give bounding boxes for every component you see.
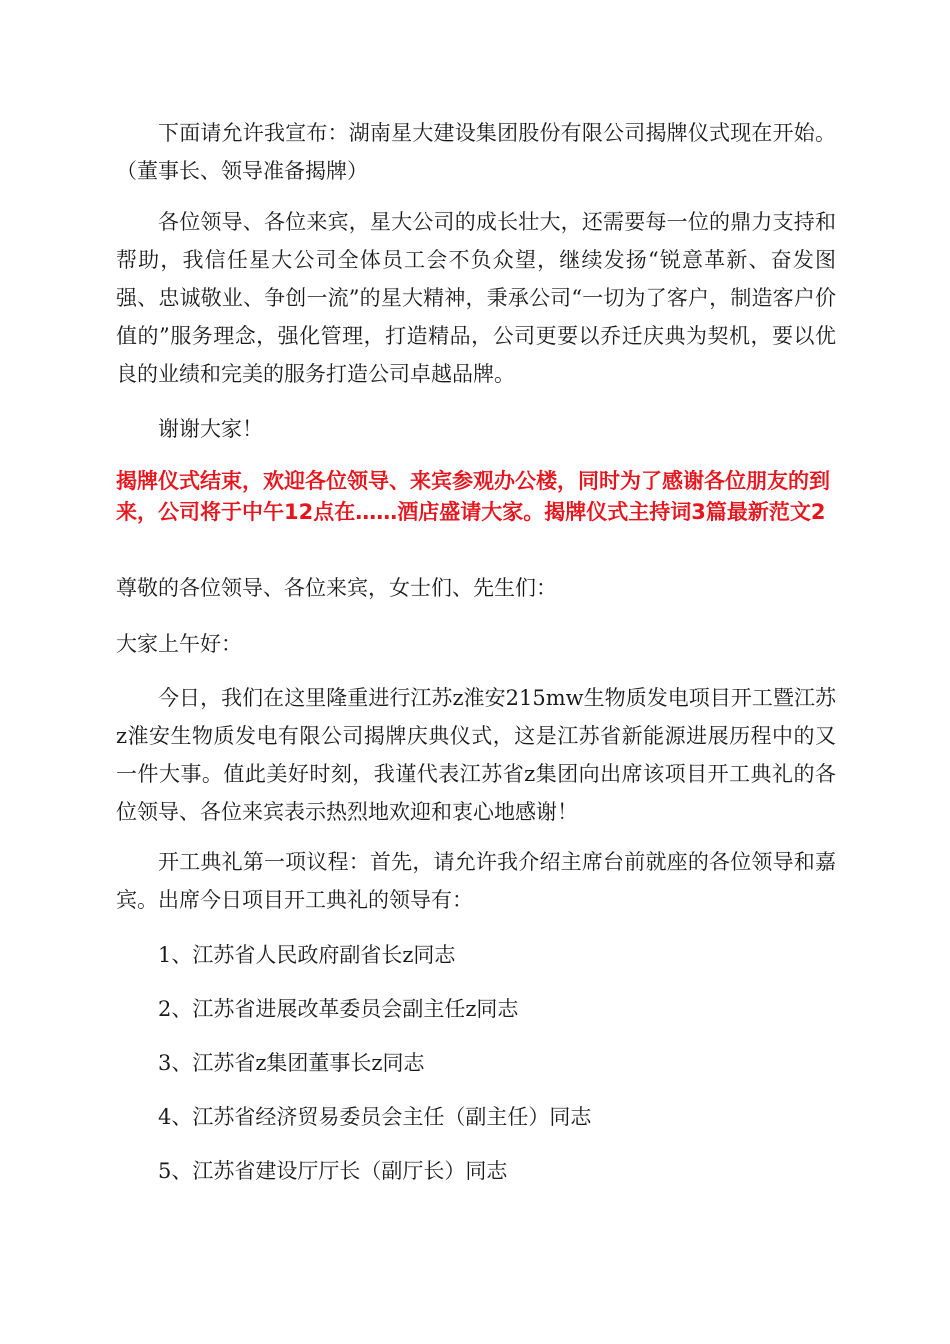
morning-greeting: 大家上午好： — [116, 632, 242, 656]
announcement-paragraph: 下面请允许我宣布：湖南星大建设集团股份有限公司揭牌仪式现在开始。（董事长、领导准备揭牌） — [116, 121, 836, 183]
ceremony-paragraph: 今日，我们在这里隆重进行江苏z淮安215mw生物质发电项目开工暨江苏z淮安生物质发电有限公司揭牌庆典仪式，这是江苏省新能源进展历程中的又一件大事。值此美好时刻，我谨代表江苏省z集团向出席该项目开工典礼的各位领导、各位来宾表示热烈地欢迎和衷心地感谢！ — [116, 686, 836, 824]
list-item: 2、江苏省进展改革委员会副主任z同志 — [158, 997, 519, 1021]
support-paragraph: 各位领导、各位来宾，星大公司的成长壮大，还需要每一位的鼎力支持和帮助，我信任星大公司全体员工会不负众望，继续发扬“锐意革新、奋发图强、忠诚敬业、争创一流”的星大精神，秉承公司“一切为了客户，制造客户价值的”服务理念，强化管理，打造精品，公司更要以乔迁庆典为契机，要以优良的业绩和完美的服务打造公司卓越品牌。 — [116, 210, 836, 386]
list-item: 5、江苏省建设厅厅长（副厅长）同志 — [158, 1159, 508, 1183]
list-item: 4、江苏省经济贸易委员会主任（副主任）同志 — [158, 1105, 592, 1129]
section-heading: 揭牌仪式结束，欢迎各位领导、来宾参观办公楼，同时为了感谢各位朋友的到来，公司将于中午12点在……酒店盛请大家。揭牌仪式主持词3篇最新范文2 — [116, 469, 830, 524]
list-item: 3、江苏省z集团董事长z同志 — [158, 1051, 425, 1075]
greeting-line: 尊敬的各位领导、各位来宾，女士们、先生们： — [116, 576, 557, 600]
list-item: 1、江苏省人民政府副省长z同志 — [158, 943, 456, 967]
thanks-paragraph: 谢谢大家！ — [158, 417, 263, 441]
agenda-paragraph: 开工典礼第一项议程：首先，请允许我介绍主席台前就座的各位领导和嘉宾。出席今日项目开工典礼的领导有： — [116, 850, 836, 912]
